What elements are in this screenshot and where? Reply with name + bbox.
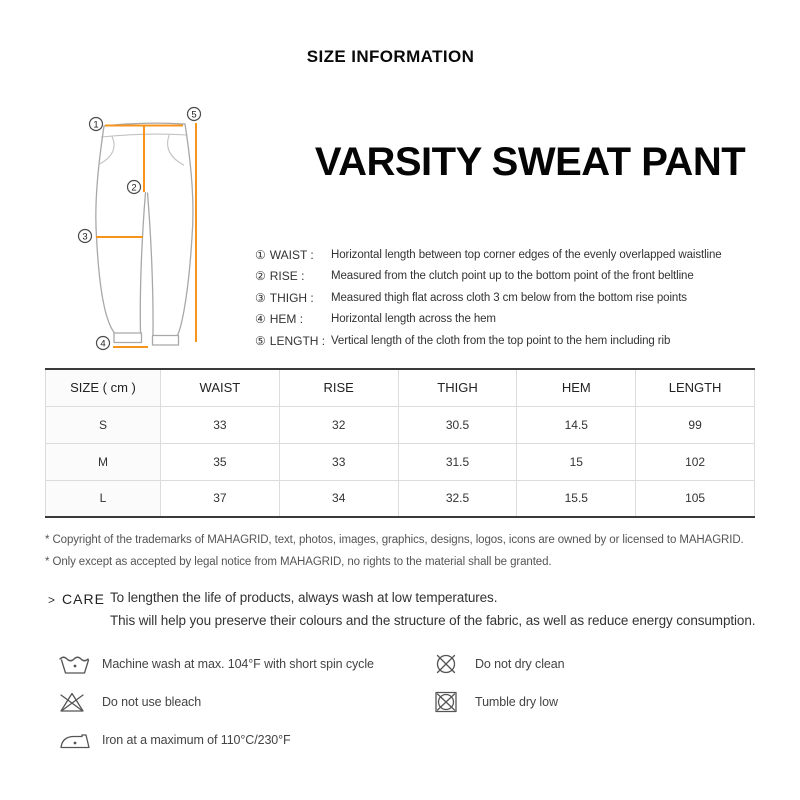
pants-left-cuff (114, 333, 142, 343)
marker-4-hem (97, 337, 110, 350)
circled-5-icon: ⑤ (255, 333, 266, 348)
measurement-desc: Horizontal length across the hem (331, 313, 496, 326)
care-text-line-1: To lengthen the life of products, always wash at low temperatures. (110, 590, 498, 605)
svg-text:4: 4 (100, 338, 106, 350)
svg-text:3: 3 (82, 231, 88, 243)
care-text-line-2: This will help you preserve their colours and the structure of the fabric, as well as reduce energy consumption. (110, 612, 756, 628)
legal-notes (45, 529, 744, 573)
marker-3-thigh (79, 230, 92, 243)
circled-2-icon: ② (255, 269, 266, 284)
measurement-item-waist (255, 244, 775, 266)
svg-text:5: 5 (191, 109, 197, 121)
table-row-m (46, 443, 755, 480)
care-instruction-no-dry-clean (433, 650, 564, 678)
chevron-right-icon: > (48, 593, 56, 607)
m-thigh: 31.5 (398, 443, 517, 480)
measurement-label: RISE : (269, 269, 305, 284)
tumble-dry-icon (433, 690, 475, 714)
l-thigh: 32.5 (398, 480, 517, 517)
measurement-item-rise (255, 266, 775, 288)
s-rise: 32 (279, 406, 398, 443)
m-rise: 33 (279, 443, 398, 480)
pants-right-pocket-line (168, 136, 184, 166)
care-heading (48, 591, 105, 607)
l-rise: 34 (279, 480, 398, 517)
size-m-label: M (46, 443, 161, 480)
table-row-s (46, 406, 755, 443)
measurement-item-hem (255, 309, 775, 331)
care-heading-label: CARE (62, 591, 105, 607)
measurement-desc: Vertical length of the cloth from the top point to the hem including rib (331, 334, 671, 347)
s-waist: 33 (161, 406, 280, 443)
measurement-label: THIGH : (269, 290, 314, 305)
no-bleach-icon (58, 690, 102, 714)
care-instruction-machine-wash (58, 650, 374, 678)
col-header-thigh: THIGH (398, 369, 517, 406)
no-dry-clean-icon (433, 652, 475, 676)
size-l-label: L (46, 480, 161, 517)
marker-2-rise (128, 181, 141, 194)
size-table (45, 368, 755, 518)
marker-5-length (188, 108, 201, 121)
svg-text:2: 2 (131, 182, 137, 194)
circled-1-icon: ① (255, 247, 266, 262)
measurement-desc: Measured from the clutch point up to the bottom point of the front beltline (331, 270, 694, 283)
care-instruction-text: Do not dry clean (475, 657, 565, 671)
care-instruction-text: Tumble dry low (475, 695, 558, 709)
pants-right-seam (178, 124, 193, 336)
m-length: 102 (636, 443, 755, 480)
l-hem: 15.5 (517, 480, 636, 517)
measurement-desc: Horizontal length between top corner edges of the evenly overlapped waistline (331, 248, 722, 261)
product-title: VARSITY SWEAT PANT (314, 140, 746, 184)
col-header-waist: WAIST (161, 369, 280, 406)
svg-text:1: 1 (93, 119, 99, 131)
iron-icon (58, 728, 102, 752)
page-title: SIZE INFORMATION (306, 47, 475, 66)
measurement-label: WAIST : (269, 247, 314, 262)
pants-right-inseam (148, 193, 154, 336)
s-length: 99 (636, 406, 755, 443)
care-instruction-iron (58, 726, 291, 754)
care-instruction-text: Machine wash at max. 104°F with short spin cycle (102, 657, 374, 671)
care-instruction-text: Iron at a maximum of 110°C/230°F (102, 733, 291, 747)
col-header-hem: HEM (517, 369, 636, 406)
col-header-size: SIZE ( cm ) (46, 369, 161, 406)
copyright-line-2: * Only except as accepted by legal notice from MAHAGRID, no rights to the material shall be granted. (45, 556, 552, 568)
care-description (110, 587, 770, 632)
size-s-label: S (46, 406, 161, 443)
col-header-rise: RISE (279, 369, 398, 406)
marker-1-waist (90, 118, 103, 131)
table-row-l (46, 480, 755, 517)
care-instruction-tumble-dry (433, 688, 558, 716)
s-hem: 14.5 (517, 406, 636, 443)
size-table-header-row (46, 369, 755, 406)
pants-left-inseam (140, 193, 145, 334)
m-waist: 35 (161, 443, 280, 480)
pants-diagram (55, 95, 245, 360)
l-waist: 37 (161, 480, 280, 517)
measurement-definitions (255, 244, 775, 352)
measurement-label: LENGTH : (269, 333, 326, 348)
col-header-length: LENGTH (636, 369, 755, 406)
circled-3-icon: ③ (255, 290, 266, 305)
measurement-desc: Measured thigh flat across cloth 3 cm below from the bottom rise points (331, 291, 687, 304)
circled-4-icon: ④ (255, 312, 266, 327)
care-instruction-no-bleach (58, 688, 201, 716)
m-hem: 15 (517, 443, 636, 480)
pants-right-cuff (153, 336, 179, 346)
l-length: 105 (636, 480, 755, 517)
measurement-item-thigh (255, 287, 775, 309)
machine-wash-icon (58, 652, 102, 676)
pants-left-seam (96, 126, 115, 333)
s-thigh: 30.5 (398, 406, 517, 443)
care-instruction-text: Do not use bleach (102, 695, 202, 709)
measurement-item-length (255, 330, 775, 352)
copyright-line-1: * Copyright of the trademarks of MAHAGRID, text, photos, images, graphics, designs, logos, icons are owned by or licensed to MAHAGRID. (45, 534, 744, 546)
measurement-label: HEM : (269, 312, 304, 327)
